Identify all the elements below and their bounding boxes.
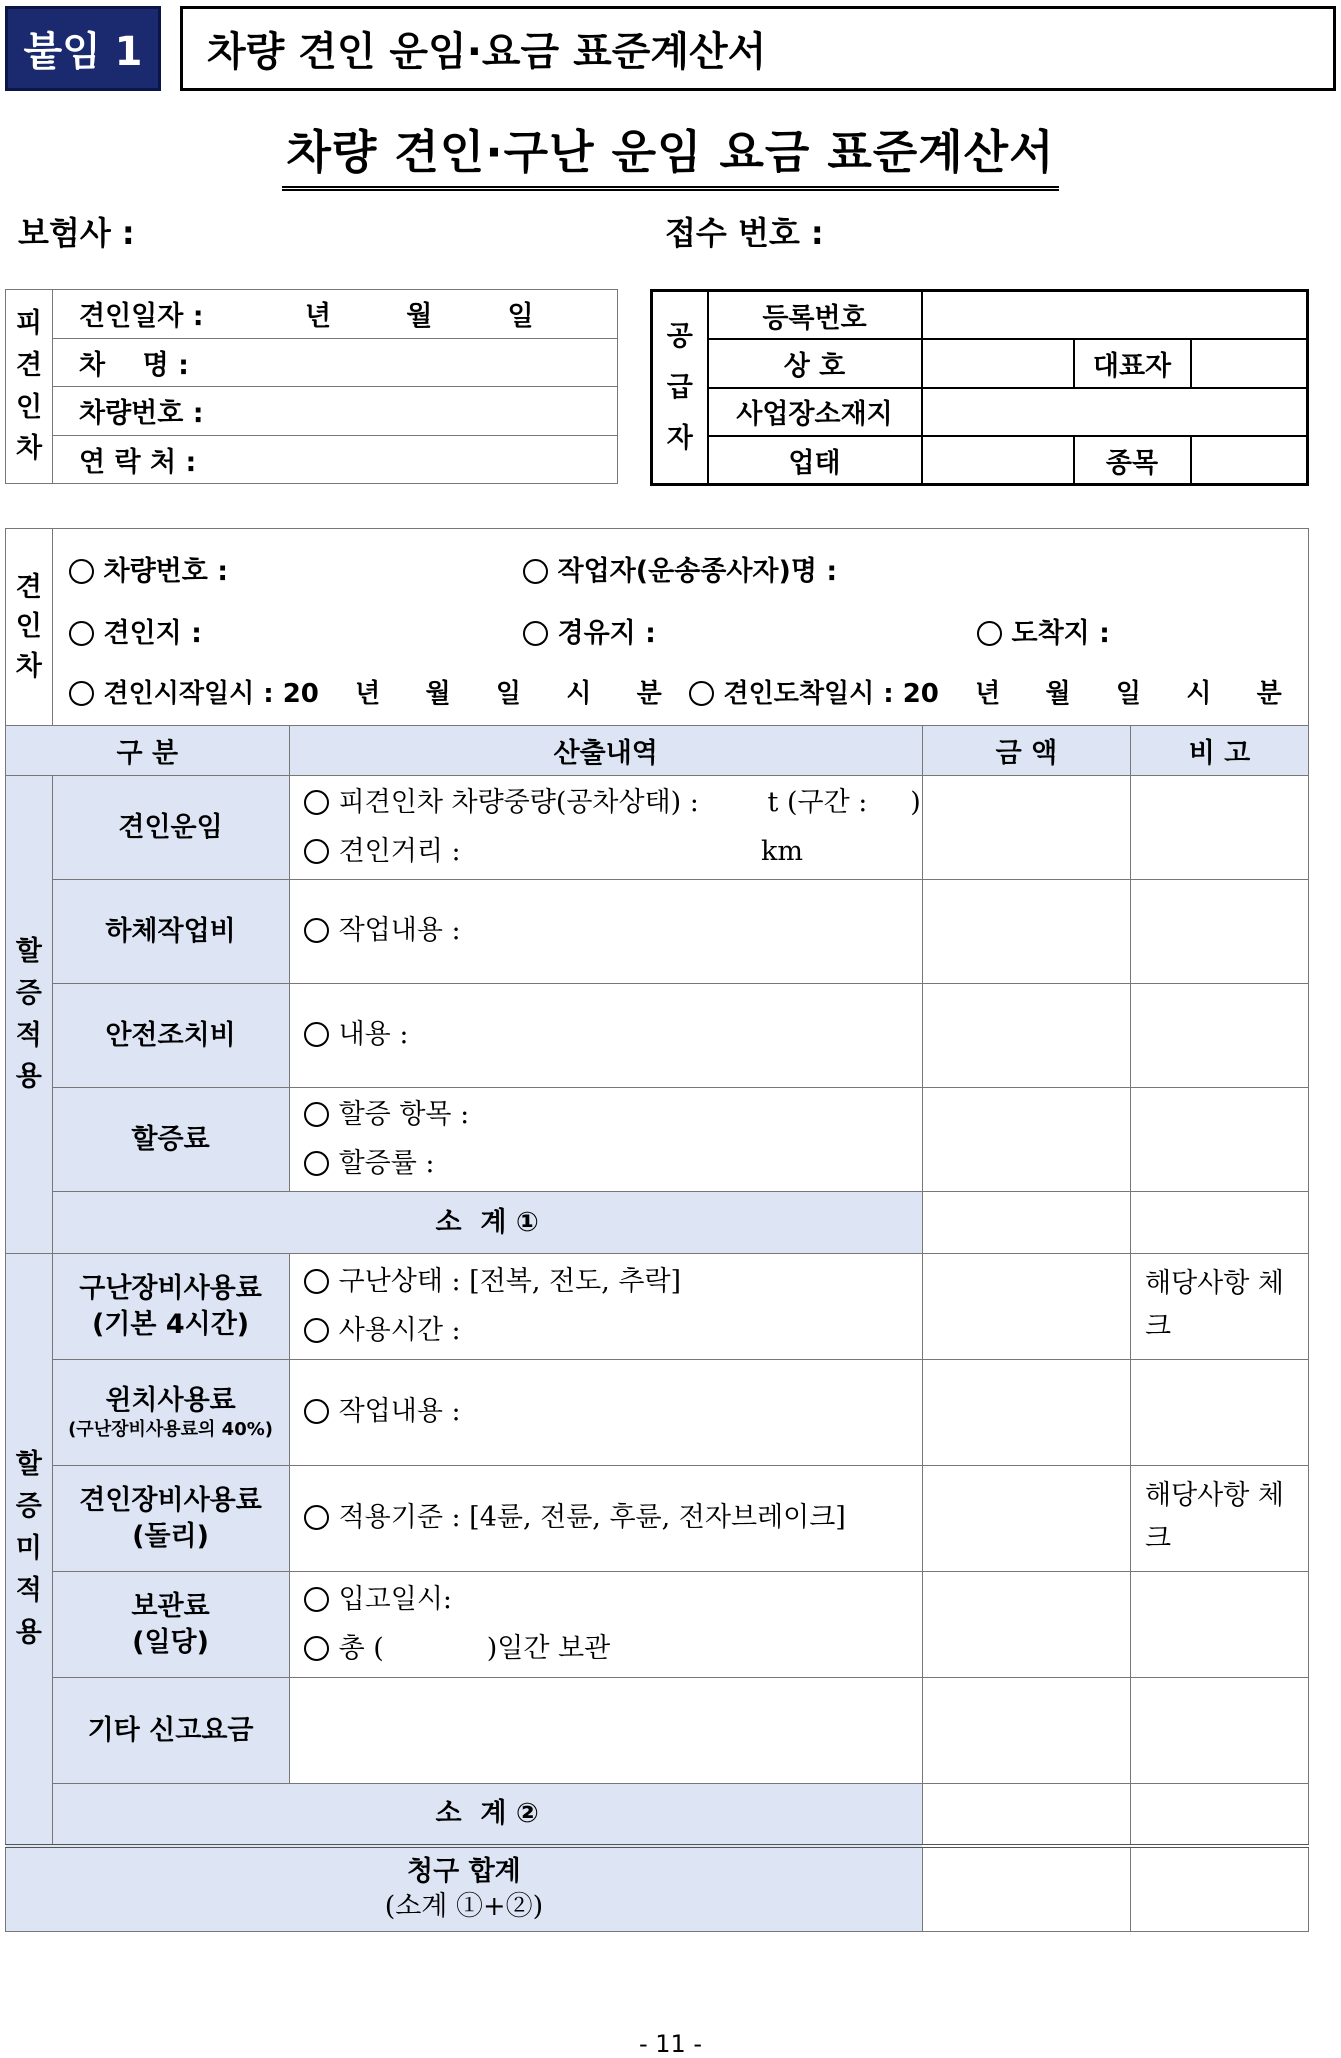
col-header-amount: 금 액 [922, 726, 1130, 776]
vehicle-name-row[interactable] [53, 338, 618, 387]
radio-circle-icon[interactable] [69, 559, 94, 584]
winch-fee-details[interactable]: 작업내용 : [289, 1360, 922, 1466]
subtotal-2-amount[interactable] [922, 1784, 1130, 1846]
ceo-label: 대표자 [1074, 339, 1191, 388]
side-char: 차 [15, 650, 42, 682]
radio-circle-icon[interactable] [304, 1318, 329, 1343]
subtotal-2-label: 소 계 ② [52, 1784, 922, 1846]
destination-option[interactable] [977, 611, 1110, 650]
radio-circle-icon[interactable] [304, 1102, 329, 1127]
amount-cell[interactable] [922, 776, 1130, 880]
side-char: 증 [15, 977, 42, 1009]
radio-circle-icon[interactable] [304, 1636, 329, 1661]
address-field[interactable] [922, 388, 1308, 437]
radio-circle-icon[interactable] [304, 790, 329, 815]
total-label [6, 1846, 923, 1932]
address-label: 사업장소재지 [708, 388, 922, 437]
detail-line: 총 ( )일간 보관 [304, 1625, 921, 1674]
contact-row[interactable] [53, 435, 618, 484]
side-char: 인 [15, 391, 43, 423]
business-item-label: 종목 [1074, 436, 1191, 485]
storage-fee-label: 보관료 (일당) [52, 1572, 289, 1678]
side-char: 용 [15, 1616, 42, 1648]
side-char: 할 [15, 935, 42, 967]
surcharge-fee-label: 할증료 [52, 1088, 289, 1192]
amount-cell[interactable] [922, 1088, 1130, 1192]
remarks-cell[interactable] [1130, 880, 1308, 984]
side-char: 용 [15, 1061, 42, 1093]
towing-fee-details[interactable] [289, 776, 922, 880]
subtotal-1-amount[interactable] [922, 1192, 1130, 1254]
amount-cell[interactable] [922, 1572, 1130, 1678]
amount-cell[interactable] [922, 1678, 1130, 1784]
detail-line: 할증률 : [304, 1140, 921, 1189]
remarks-note: 해당사항 체크 [1130, 1254, 1308, 1360]
radio-circle-icon[interactable] [304, 1151, 329, 1176]
detail-line: 사용시간 : [304, 1307, 921, 1356]
arrival-time-option[interactable] [689, 673, 1282, 710]
vehicle-number-row[interactable] [53, 387, 618, 436]
receipt-number-label: 접수 번호 : [665, 214, 824, 252]
tow-origin-option[interactable] [69, 611, 202, 650]
side-char: 할 [15, 1449, 42, 1481]
radio-circle-icon[interactable] [304, 1505, 329, 1530]
tow-origin-text: 견인지 : [103, 618, 202, 649]
towed-vehicle-side-label [6, 290, 53, 484]
fee-calculation-table [5, 528, 1309, 1932]
worker-name-text: 작업자(운송종사자)명 : [557, 556, 838, 587]
side-char: 적 [15, 1019, 42, 1051]
surcharge-not-applied-side-label [6, 1254, 53, 1846]
radio-circle-icon[interactable] [69, 681, 94, 706]
undercarriage-fee-label: 하체작업비 [52, 880, 289, 984]
col-header-details: 산출내역 [289, 726, 922, 776]
safety-fee-label: 안전조치비 [52, 984, 289, 1088]
radio-circle-icon[interactable] [304, 918, 329, 943]
side-char: 견 [15, 349, 43, 381]
supplier-table [650, 289, 1309, 486]
side-char: 적 [15, 1574, 42, 1606]
remarks-cell[interactable] [1130, 1360, 1308, 1466]
total-amount[interactable] [922, 1846, 1130, 1932]
side-char: 자 [666, 423, 693, 455]
side-char: 견 [15, 572, 42, 604]
tow-date-value: 년 월 일 [304, 301, 534, 333]
radio-circle-icon[interactable] [304, 1022, 329, 1047]
col-header-remarks: 비 고 [1130, 726, 1308, 776]
ceo-field[interactable] [1191, 339, 1308, 388]
radio-circle-icon[interactable] [523, 559, 548, 584]
remarks-cell[interactable] [1130, 1192, 1308, 1254]
remarks-cell[interactable] [1130, 1846, 1308, 1932]
worker-name-option[interactable] [523, 549, 838, 588]
towing-equipment-fee-label: 견인장비사용료 (돌리) [52, 1466, 289, 1572]
radio-circle-icon[interactable] [689, 681, 714, 706]
storage-fee-details[interactable] [289, 1572, 922, 1678]
total-subtitle: (소계 ①+②) [384, 1891, 544, 1923]
attachment-tag: 붙임 1 [5, 6, 161, 91]
business-type-field[interactable] [922, 436, 1074, 485]
remarks-cell[interactable] [1130, 1784, 1308, 1846]
amount-cell[interactable] [922, 880, 1130, 984]
radio-circle-icon[interactable] [304, 1399, 329, 1424]
detail-line: 입고일시: [304, 1576, 921, 1625]
amount-cell[interactable] [922, 1466, 1130, 1572]
vehicle-name-label: 차 명 : [79, 349, 189, 381]
tow-info-side-label [6, 529, 53, 726]
remarks-cell[interactable] [1130, 1088, 1308, 1192]
amount-cell[interactable] [922, 1360, 1130, 1466]
other-fee-details[interactable] [289, 1678, 922, 1784]
towing-fee-label: 견인운임 [52, 776, 289, 880]
remarks-cell[interactable] [1130, 776, 1308, 880]
rescue-equipment-details[interactable] [289, 1254, 922, 1360]
vehicle-no-option[interactable] [69, 549, 229, 588]
amount-cell[interactable] [922, 1254, 1130, 1360]
surcharge-fee-details[interactable] [289, 1088, 922, 1192]
detail-line: 구난상태 : [전복, 전도, 추락] [304, 1258, 921, 1307]
tow-info-cell [52, 529, 1308, 726]
side-char: 인 [15, 611, 42, 643]
vehicle-number-label: 차량번호 : [79, 398, 204, 430]
amount-cell[interactable] [922, 984, 1130, 1088]
radio-circle-icon[interactable] [523, 621, 548, 646]
reg-number-field[interactable] [922, 291, 1308, 340]
remarks-cell[interactable] [1130, 984, 1308, 1088]
company-label: 상 호 [708, 339, 922, 388]
document-title [0, 116, 1341, 191]
destination-text: 도착지 : [1011, 618, 1110, 649]
radio-circle-icon[interactable] [304, 1587, 329, 1612]
business-type-label: 업태 [708, 436, 922, 485]
side-char: 차 [15, 433, 43, 465]
document-title-text: 차량 견인·구난 운임 요금 표준계산서 [282, 116, 1058, 191]
vehicle-no-text: 차량번호 : [103, 556, 229, 587]
contact-label: 연 락 처 : [79, 446, 197, 478]
page-number: - 11 - [638, 2030, 703, 2058]
towed-vehicle-table [5, 289, 618, 484]
undercarriage-fee-details[interactable]: 작업내용 : [289, 880, 922, 984]
side-char: 공 [666, 320, 693, 352]
remarks-cell[interactable] [1130, 1678, 1308, 1784]
company-field[interactable] [922, 339, 1074, 388]
start-time-text: 견인시작일시 : 20 년 월 일 시 분 [103, 679, 662, 709]
reg-number-label: 등록번호 [708, 291, 922, 340]
supplier-side-label [652, 291, 708, 485]
detail-line: 할증 항목 : [304, 1091, 921, 1140]
waypoint-text: 경유지 : [557, 618, 656, 649]
detail-line: 견인거리 : km [304, 828, 921, 877]
rescue-equipment-fee-label: 구난장비사용료 (기본 4시간) [52, 1254, 289, 1360]
business-item-field[interactable] [1191, 436, 1308, 485]
waypoint-option[interactable] [523, 611, 656, 650]
other-fee-label: 기타 신고요금 [52, 1678, 289, 1784]
side-char: 피 [15, 307, 43, 339]
winch-fee-label: 윈치사용료 (구난장비사용료의 40%) [52, 1360, 289, 1466]
towing-equipment-details[interactable]: 적용기준 : [4륜, 전륜, 후륜, 전자브레이크] [289, 1466, 922, 1572]
detail-line: 피견인차 차량중량(공차상태) : t (구간 : ) [304, 779, 921, 828]
insurer-label: 보험사 : [18, 214, 135, 252]
subtotal-1-label: 소 계 ① [52, 1192, 922, 1254]
side-char: 증 [15, 1490, 42, 1522]
total-title: 청구 합계 [407, 1856, 521, 1888]
radio-circle-icon[interactable] [304, 839, 329, 864]
radio-circle-icon[interactable] [977, 621, 1002, 646]
start-time-option[interactable] [69, 673, 662, 710]
tow-date-row[interactable] [53, 290, 618, 339]
surcharge-applied-side-label [6, 776, 53, 1254]
arrival-time-text: 견인도착일시 : 20 년 월 일 시 분 [723, 679, 1282, 709]
remarks-note: 해당사항 체크 [1130, 1466, 1308, 1572]
side-char: 미 [15, 1532, 42, 1564]
safety-fee-details[interactable]: 내용 : [289, 984, 922, 1088]
tow-date-label: 견인일자 : [79, 301, 204, 333]
col-header-category: 구 분 [6, 726, 290, 776]
radio-circle-icon[interactable] [304, 1269, 329, 1294]
header-title-box: 차량 견인 운임·요금 표준계산서 [180, 6, 1336, 91]
side-char: 급 [666, 371, 693, 403]
remarks-cell[interactable] [1130, 1572, 1308, 1678]
radio-circle-icon[interactable] [69, 621, 94, 646]
